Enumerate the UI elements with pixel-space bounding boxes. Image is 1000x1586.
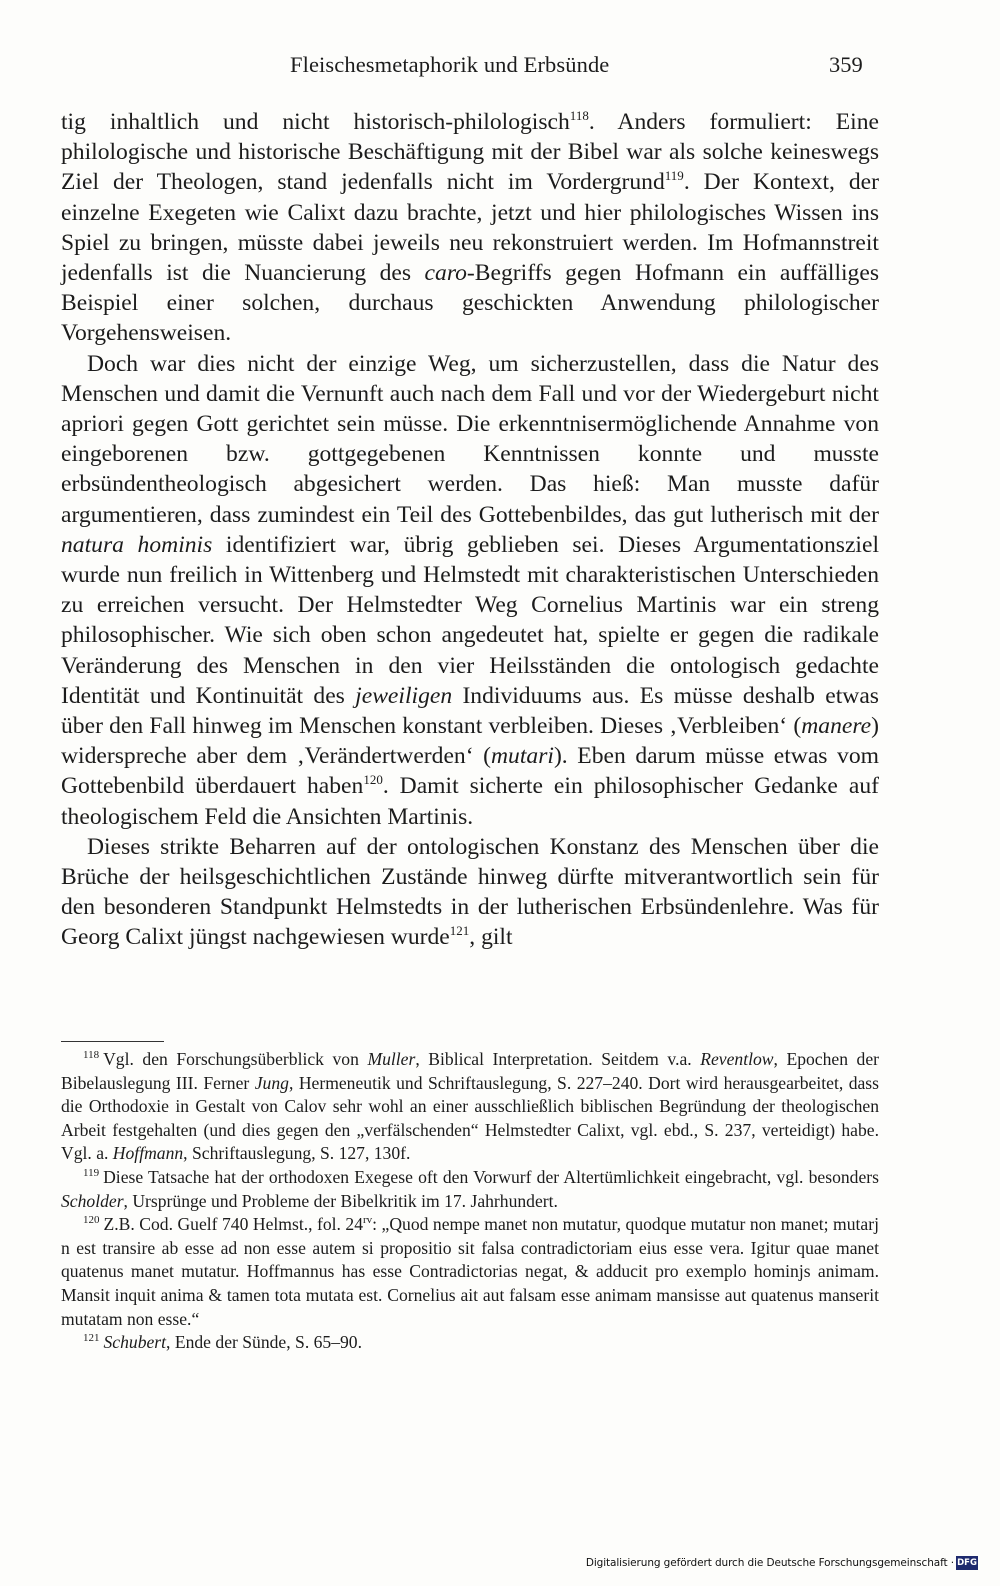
main-text bbox=[61, 107, 879, 953]
page-header bbox=[0, 52, 1000, 84]
footnote-ref-120[interactable]: 120 bbox=[363, 772, 383, 788]
footnote-119: $^{119}$ Diese Tatsache hat der orthodoxen Exegese oft den Vorwurf der Altertümlichkeit eingebracht, vgl. besonders Scholder, Ursprünge und Probleme der Bibelkritik im 17. Jahrhundert. bbox=[61, 1166, 879, 1211]
footnotes bbox=[61, 1048, 879, 1355]
footnote-118: $^{118}$ Vgl. den Forschungsüberblick von Muller, Biblical Interpretation. Seitdem v.a. Reventlow, Epochen der Bibelauslegung III. Ferner Jung, Hermeneutik und Schriftauslegung, S. 227–240. Dort wird herausgearbeitet, dass die Orthodoxie in Gestalt von Calov sehr wohl an einer ausschließlich biblischen Begründung der theologischen Arbeit festgehalten (und dies gegen den „verfälschenden“ Helmstedter Calixt, vgl. ebd., S. 237, verteidigt) habe. Vgl. a. Hoffmann, Schriftauslegung, S. 127, 130f. bbox=[61, 1049, 880, 1164]
paragraph-1: tig inhaltlich und nicht historisch-philologisch$^{118}$. Anders formuliert: Eine philologische und historische Beschäftigung mit der Bibel war als solche keineswegs Ziel der Theologen, stand jedenfalls nicht im Vordergrund$^{119}$. Der Kontext, der einzelne Exegeten wie Calixt dazu brachte, jetzt und hier philologisches Wissen ins Spiel zu bringen, müsste dabei jeweils neu rekonstruiert werden. Im Hofmannstreit jedenfalls ist die Nuancierung des caro-Begriffs gegen Hofmann ein auffälliges Beispiel einer solchen, durchaus geschickten Anwendung philologischer Vorgehensweisen. bbox=[61, 108, 879, 347]
paragraph-2: Doch war dies nicht der einzige Weg, um sicherzustellen, dass die Natur des Menschen und damit die Vernunft auch nach dem Fall und vor der Wiedergeburt nicht apriori gegen Gott gerichtet sein müsse. Die erkenntnisermöglichende Annahme von eingeborenen bzw. gottgegebenen Kenntnissen konnte und musste erbsündentheologisch abgesichert werden. Das hieß: Man musste dafür argumentieren, dass zumindest ein Teil des Gottebenbildes, das gut lutherisch mit der natura hominis identifiziert war, übrig geblieben sei. Dieses Argumentationsziel wurde nun freilich in Wittenberg und Helmstedt mit charakteristischen Unterschieden zu erreichen versucht. Der Helmstedter Weg Cornelius Martinis war ein streng philosophischer. Wie sich oben schon angedeutet hat, spielte er gegen die radikale Veränderung des Menschen in den vier Heilsständen die ontologisch gedachte Identität und Kontinuität des jeweiligen Individuums aus. Es müsse deshalb etwas über den Fall hinweg im Menschen konstant verbleiben. Dieses ‚Verbleiben‘ (manere) widerspreche aber dem ‚Verändertwerden‘ (mutari). Eben darum müsse etwas vom Gottebenbild überdauert haben$^{120}$. Damit sicherte ein philosophischer Gedanke auf theologischem Feld die Ansichten Martinis. bbox=[61, 350, 880, 830]
footnote-120: $^{120}$ Z.B. Cod. Guelf 740 Helmst., fol. $24^{rv}$: „Quod nempe manet non mutatur, quodque mutatur non manet; mutarj n est transire ab esse ad non esse autem si propositio sit falsa contradictoriam eius esse vera. Igitur quae manet quatenus manet mutatur. Hoffmannus has esse Contradictorias negat, & adducit pro exemplo hominjs animam. Mansit inquit anima & tamen tota mutata est. Cornelius ait aut falsam esse animam mansisse aut quatenus manserit mutatam non esse.“ bbox=[61, 1214, 879, 1329]
running-title: Fleischesmetaphorik und Erbsünde bbox=[290, 52, 610, 77]
footnote-ref-121[interactable]: 121 bbox=[449, 923, 470, 939]
footnote-ref-119[interactable]: 119 bbox=[664, 168, 684, 184]
footnote-ref-118[interactable]: 118 bbox=[569, 108, 589, 124]
dfg-logo: DFG bbox=[957, 1558, 977, 1568]
page-number: 359 bbox=[829, 52, 863, 77]
footnote-divider bbox=[61, 1041, 164, 1042]
footnote-121: $^{121}$ Schubert, Ende der Sünde, S. 65–90. bbox=[83, 1332, 363, 1353]
paragraph-3: Dieses strikte Beharren auf der ontologischen Konstanz des Menschen über die Brüche der heilsgeschichtlichen Zustände hinweg dürfte mitverantwortlich sein für den besonderen Standpunkt Helmstedts in der lutherischen Erbsündenlehre. Was für Georg Calixt jüngst nachgewiesen wurde$^{121}$, gilt bbox=[61, 833, 879, 951]
digitization-credit: Digitalisierung gefördert durch die Deutsche Forschungsgemeinschaft · bbox=[585, 1557, 954, 1569]
